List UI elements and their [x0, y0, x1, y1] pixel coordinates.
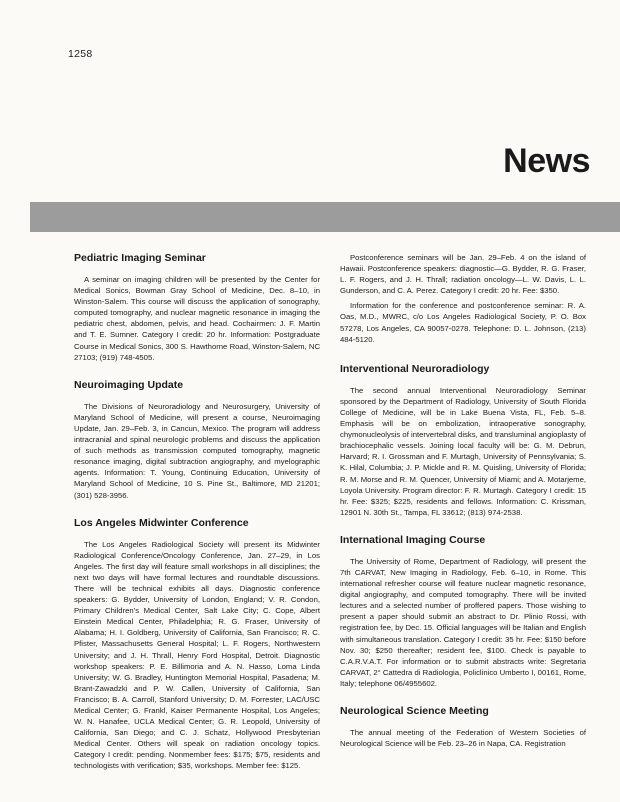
- article-heading: Pediatric Imaging Seminar: [74, 252, 206, 264]
- article-los-angeles-midwinter: [74, 517, 320, 772]
- article-heading: Neurological Science Meeting: [340, 705, 489, 717]
- article-heading: Interventional Neuroradiology: [340, 362, 490, 375]
- article-paragraph: The annual meeting of the Federation of Western Societies of Neurological Science will be Feb. 23–26 in Napa, CA. Registration: [340, 728, 586, 749]
- article-paragraph: Information for the conference and postconference seminar: R. A. Oas, M.D., MWRC, c/o Los Angeles Radiological Society, P. O. Box 57278, Los Angeles, CA 90057-0278. Telephone: D. L. Johnson, (213) 484-5120.: [340, 301, 586, 344]
- right-column: [340, 252, 586, 765]
- article-heading: International Imaging Course: [340, 533, 486, 546]
- article-heading: Los Angeles Midwinter Conference: [74, 516, 249, 529]
- article-paragraph: The University of Rome, Department of Radiology, will present the 7th CARVAT, New Imaging in Radiology, Feb. 6–10, in Rome. This international refresher course will feature nuclear magnetic resonance, digital angiography, and computed tomography. There will be invited lectures and a selected number of proffered papers. Those wishing to present a paper should submit an abstract to Dr. Plinio Rossi, with registration fee, by Dec. 15. Official languages will be Italian and English with simultaneous translation. Category I credit: 35 hr. Fee: $150 before Nov. 30; $250 thereafter; resident fee, $100. Check is payable to C.A.R.V.A.T. For information or to submit abstracts write: Segretaria CARVAT, 2° Cattedra di Radiologia, Policlinico Umberto I, 00161, Rome, Italy; telephone 06/4955602.: [340, 556, 586, 688]
- left-column: [74, 252, 320, 788]
- article-neuroimaging-update: [74, 379, 320, 501]
- article-paragraph: The second annual Interventional Neuroradiology Seminar sponsored by the Department of Radiology, University of South Florida College of Medicine, will be in Lake Buena Vista, FL, Feb. 5–8. Emphasis will be on embolization, intraoperative sonography, chymonucleolysis of intervertebral disks, and transluminal angioplasty of brachiocephalic vessels. Joining local faculty will be: G. M. Debrun, Harvard; R. I. Grossman and F. Murtagh, University of Pennsylvania; S. K. Hilal, Columbia; J. P. Mickle and R. M. Quisling, University of Florida; R. M. Morse and R. M. Quencer, University of Miami; and A. Motarjeme, Loyola University. Program director: F. R. Murtagh. Category I credit: 15 hr. Fee: $325; $225, residents and fellows. Information: C. Krissman, 12901 N. 30th St., Tampa, FL 33612; (813) 974-2538.: [340, 385, 586, 517]
- article-paragraph: Postconference seminars will be Jan. 29–Feb. 4 on the island of Hawaii. Postconference speakers: diagnostic—G. Bydder, R. G. Fraser, L. F. Rogers, and J. H. Thrall; radiation oncology—L. W. Davis, L. L. Gunderson, and C. A. Perez. Category I credit: 20 hr. Fee: $350.: [340, 253, 586, 296]
- article-paragraph: The Divisions of Neuroradiology and Neurosurgery, University of Maryland School of Medicine, will present a course, Neuroimaging Update, Jan. 29–Feb. 3, in Cancun, Mexico. The program will address intracranial and spinal neurologic problems and discuss the application of such methods as transmission computed tomography, magnetic resonance imaging, digital subtraction angiography, and myelographic agents. Information: T. Young, Continuing Education, University of Maryland School of Medicine, 10 S. Pine St., Baltimore, MD 21201; (301) 528-3956.: [74, 401, 320, 500]
- page-number: 1258: [68, 48, 93, 60]
- article-continuation: [340, 252, 586, 345]
- article-interventional-neuroradiology: [340, 363, 586, 518]
- article-pediatric-imaging: [74, 252, 320, 363]
- article-paragraph: The Los Angeles Radiological Society will present its Midwinter Radiological Conference/Oncology Conference, Jan. 27–29, in Los Angeles. The first day will feature small workshops in all disciplines; the next two days will have formal lectures and roundtable discussions. There will be technical exhibits all days. Diagnostic conference speakers: G. Bydder, University of London, England; V. R. Condon, Primary Children’s Medical Center, Salt Lake City; C. Cope, Albert Einstein Medical Center, Philadelphia; R. G. Fraser, University of Alabama; H. I. Goldberg, University of California, San Francisco; R. C. Pfister, Massachusetts General Hospital; L. F. Rogers, Northwestern University; and J. H. Thrall, Henry Ford Hospital, Detroit. Diagnostic workshop speakers: P. E. Billimoria and A. N. Hasso, Loma Linda University; W. G. Bradley, Huntington Memorial Hospital, Pasadena; M. Brant-Zawadzki and P. W. Callen, University of California, San Francisco; B. A. Carroll, Stanford University; D. M. Forrester, LAC/USC Medical Center; G. Frankl, Kaiser Permanente Hospital, Los Angeles; W. N. Hanafee, UCLA Medical Center; G. R. Leopold, University of California, San Diego; and C. J. Schatz, Hollywood Presbyterian Medical Center. Others will speak on radiation oncology topics. Category I credit: pending. Nonmember fees: $175; $75, residents and technologists with verification; $35, workshops. Member fee: $125.: [74, 539, 320, 771]
- article-neurological-science: [340, 705, 586, 749]
- section-title: News: [503, 142, 590, 180]
- article-international-imaging: [340, 534, 586, 689]
- article-paragraph: A seminar on imaging children will be presented by the Center for Medical Sonics, Bowman Gray School of Medicine, Dec. 8–10, in Winston-Salem. This course will discuss the application of sonography, computed tomography, and nuclear magnetic resonance in imaging the pediatric chest, abdomen, pelvis, and head. Cochairmen: J. F. Martin and T. E. Sumner. Category I credit: 20 hr. Information: Postgraduate Course in Medical Sonics, 300 S. Hawthorne Road, Winston-Salem, NC 27103; (919) 748-4505.: [74, 275, 320, 362]
- article-heading: Neuroimaging Update: [74, 378, 184, 391]
- header-band: [30, 202, 620, 232]
